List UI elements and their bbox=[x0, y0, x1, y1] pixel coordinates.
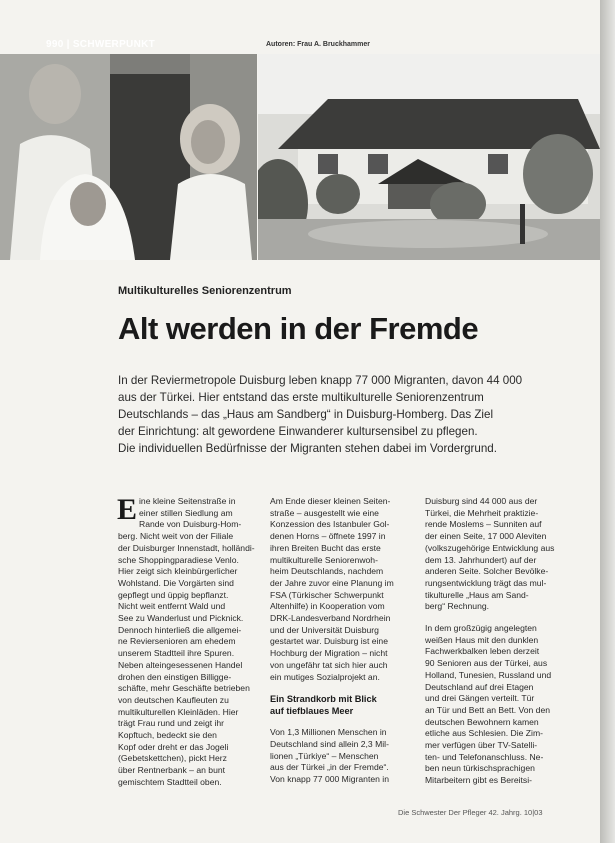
lead-line: Die individuellen Bedürfnisse der Migranten stehen dabei im Vordergrund. bbox=[118, 442, 497, 455]
body-text-line: gestartet war. Duisburg ist eine bbox=[270, 636, 388, 647]
lead-line: aus der Türkei. Hier entstand das erste multikulturelle Seniorenzentrum bbox=[118, 391, 484, 404]
body-text-line: Deutschland auf drei Etagen bbox=[425, 681, 534, 692]
photo-senior-women-image bbox=[0, 54, 257, 260]
body-text-line: Ein Strandkorb mit Blick bbox=[270, 694, 377, 705]
body-text-line: mer verfügen über TV-Satelli- bbox=[425, 740, 538, 751]
body-text-line: berg“ Rechnung. bbox=[425, 601, 490, 612]
paragraph-gap bbox=[270, 683, 415, 693]
photo-credit: Autoren: Frau A. Bruckhammer bbox=[266, 41, 370, 48]
article-kicker: Multikulturelles Seniorenzentrum bbox=[118, 285, 292, 297]
lead-line: Deutschlands – das „Haus am Sandberg“ in Duisburg-Homberg. Das Ziel bbox=[118, 408, 494, 421]
body-text-line: berg. Nicht weit von der Filiale bbox=[118, 531, 234, 542]
body-text-line: straße – ausgestellt wie eine bbox=[270, 507, 379, 518]
body-text-line: lionen „Türkiye“ – Menschen bbox=[270, 750, 379, 761]
body-column-1 bbox=[117, 493, 263, 789]
body-text-line: an Tür und Bett an Bett. Von den bbox=[425, 704, 551, 715]
subheading bbox=[270, 693, 415, 717]
body-text-line: Holland, Tunesien, Russland und bbox=[425, 669, 552, 680]
body-text-line: Neben alteingesessenen Handel bbox=[118, 659, 243, 670]
body-text-line: In dem großzügig angelegten bbox=[425, 623, 537, 634]
body-text-line: ne Reviersenioren am ehedem bbox=[118, 636, 236, 647]
body-text-line: von deutschen Kaufleuten zu bbox=[118, 694, 229, 705]
body-text-line: ine kleine Seitenstraße in bbox=[139, 496, 236, 506]
body-text-line: sche Shoppingparadiese Venlo. bbox=[118, 554, 239, 565]
body-text-line: Von 1,3 Millionen Menschen in bbox=[270, 727, 387, 738]
body-column-2 bbox=[270, 496, 415, 786]
body-text-line: der Duisburger Innenstadt, holländi- bbox=[118, 542, 255, 553]
body-text-line: rungsentwicklung trägt das mul- bbox=[425, 577, 547, 588]
body-text-line: Konzession des Istanbuler Gol- bbox=[270, 519, 390, 530]
body-text-line: deutschen Bewohnern kamen bbox=[425, 716, 539, 727]
body-text-line: (Gebetskettchen), pickt Herz bbox=[118, 753, 227, 764]
body-text-line: Duisburg sind 44 000 aus der bbox=[425, 496, 538, 506]
lead-line: In der Reviermetropole Duisburg leben knapp 77 000 Migranten, davon 44 000 bbox=[118, 374, 523, 387]
page-edge bbox=[600, 0, 615, 843]
paragraph-gap bbox=[270, 717, 415, 727]
body-text-line: denen Horns – öffnete 1997 in bbox=[270, 531, 386, 542]
section-label: 990 | SCHWERPUNKT bbox=[46, 39, 156, 50]
body-text-line: Altenhilfe) in Kooperation vom bbox=[270, 601, 385, 612]
body-text-line: DRK-Landesverband Nordrhein bbox=[270, 613, 391, 624]
body-text-line: FSA (Türkischer Schwerpunkt bbox=[270, 589, 384, 600]
body-text-line: heim Deutschlands, nachdem bbox=[270, 566, 384, 577]
photo-seniorenzentrum-building bbox=[258, 54, 600, 260]
body-text-line: weißen Haus mit den dunklen bbox=[425, 634, 539, 645]
body-text-line: (volkszugehörige Entwicklung aus bbox=[425, 542, 555, 553]
body-text-line: von ungefähr tat sich hier auch bbox=[270, 659, 388, 670]
body-text-line: rende Moslems – Sunniten auf bbox=[425, 519, 542, 530]
body-text-line: unserem Stadtteil ihre Spuren. bbox=[118, 648, 235, 659]
page-header bbox=[0, 36, 600, 56]
paragraph-gap bbox=[425, 613, 570, 623]
body-text-line: Rande von Duisburg-Hom- bbox=[139, 519, 242, 530]
body-column-3 bbox=[425, 496, 570, 787]
body-text-line: auf tiefblaues Meer bbox=[270, 706, 354, 717]
body-text-line: ihren Breiten Bucht das erste bbox=[270, 542, 381, 553]
body-text-line: Nicht weit entfernt Wald und bbox=[118, 601, 226, 612]
drop-cap: E bbox=[117, 493, 138, 526]
body-text-line: See zu Wanderlust und Picknick. bbox=[118, 613, 244, 624]
body-text-line: Hochburg der Migration – nicht bbox=[270, 648, 388, 659]
article-headline: Alt werden in der Fremde bbox=[118, 311, 479, 346]
body-text-line: schäfte, mehr Geschäfte betrieben bbox=[118, 683, 250, 694]
photo-senior-women bbox=[0, 54, 257, 260]
body-text-line: gemischtem Stadtteil oben. bbox=[118, 776, 222, 787]
body-text-line: ten- und Telefonanschluss. Ne- bbox=[425, 751, 544, 762]
body-text-line: tikulturelle „Haus am Sand- bbox=[425, 589, 529, 600]
lead-line: der Einrichtung: alt gewordene Einwanderer kultursensibel zu pflegen. bbox=[118, 425, 478, 438]
body-text-line: Wohlstand. Die Vorgärten sind bbox=[118, 577, 234, 588]
body-text-line: multikulturelle Seniorenwoh- bbox=[270, 554, 378, 565]
body-text-line: Kopftuch, bedeckt sie den bbox=[118, 730, 217, 741]
body-text-line: trägt Frau rund und zeigt ihr bbox=[118, 718, 225, 729]
body-text-line: drohen den einstigen Billigge- bbox=[118, 671, 232, 682]
body-text-line: Hier zeigt sich kleinbürgerlicher bbox=[118, 566, 238, 577]
body-text-line: Von knapp 77 000 Migranten in bbox=[270, 774, 389, 785]
body-text-line: Dennoch hinterließ die allgemei- bbox=[118, 624, 242, 635]
body-text-line: anderen Seite. Solcher Bevölke- bbox=[425, 566, 549, 577]
body-text-line: und drei Gängen verteilt. Tür bbox=[425, 693, 535, 704]
body-text-line: multikulturellen Kleinläden. Hier bbox=[118, 706, 239, 717]
body-text-line: einer stillen Siedlung am bbox=[139, 507, 233, 518]
body-text-line: und der Universität Duisburg bbox=[270, 624, 379, 635]
body-text-line: Am Ende dieser kleinen Seiten- bbox=[270, 496, 391, 506]
body-text-line: Deutschland sind allein 2,3 Mil- bbox=[270, 738, 389, 749]
page-footer: Die Schwester Der Pfleger 42. Jahrg. 10|03 bbox=[398, 808, 543, 817]
body-text-line: ben neun türkischsprachigen bbox=[425, 763, 535, 774]
body-text-line: ein mutiges Sozialprojekt an. bbox=[270, 671, 380, 682]
body-text-line: 90 Senioren aus der Türkei, aus bbox=[425, 658, 548, 669]
body-text-line: gepflegt und üppig bepflanzt. bbox=[118, 589, 229, 600]
article-lead bbox=[118, 372, 588, 457]
photo-building-image bbox=[258, 54, 600, 260]
body-text-line: etliche aus Schlesien. Die Zim- bbox=[425, 728, 543, 739]
body-text-line: Kopf oder dreht er das Jogeli bbox=[118, 741, 229, 752]
body-text-line: über Rentnerbank – an bunt bbox=[118, 765, 226, 776]
body-text-line: dem 13. Jahrhundert) auf der bbox=[425, 554, 537, 565]
body-text-line: Türkei, die Mehrheit praktizie- bbox=[425, 507, 539, 518]
body-text-line: Mitarbeitern gibt es Bereitsi- bbox=[425, 775, 532, 786]
body-text-line: der einen Seite, 17 000 Aleviten bbox=[425, 531, 547, 542]
body-text-line: aus der Türkei „in der Fremde“. bbox=[270, 762, 389, 773]
body-text-line: der Jahre zuvor eine Planung im bbox=[270, 577, 394, 588]
body-text-line: Fachwerkbalken leben derzeit bbox=[425, 646, 540, 657]
